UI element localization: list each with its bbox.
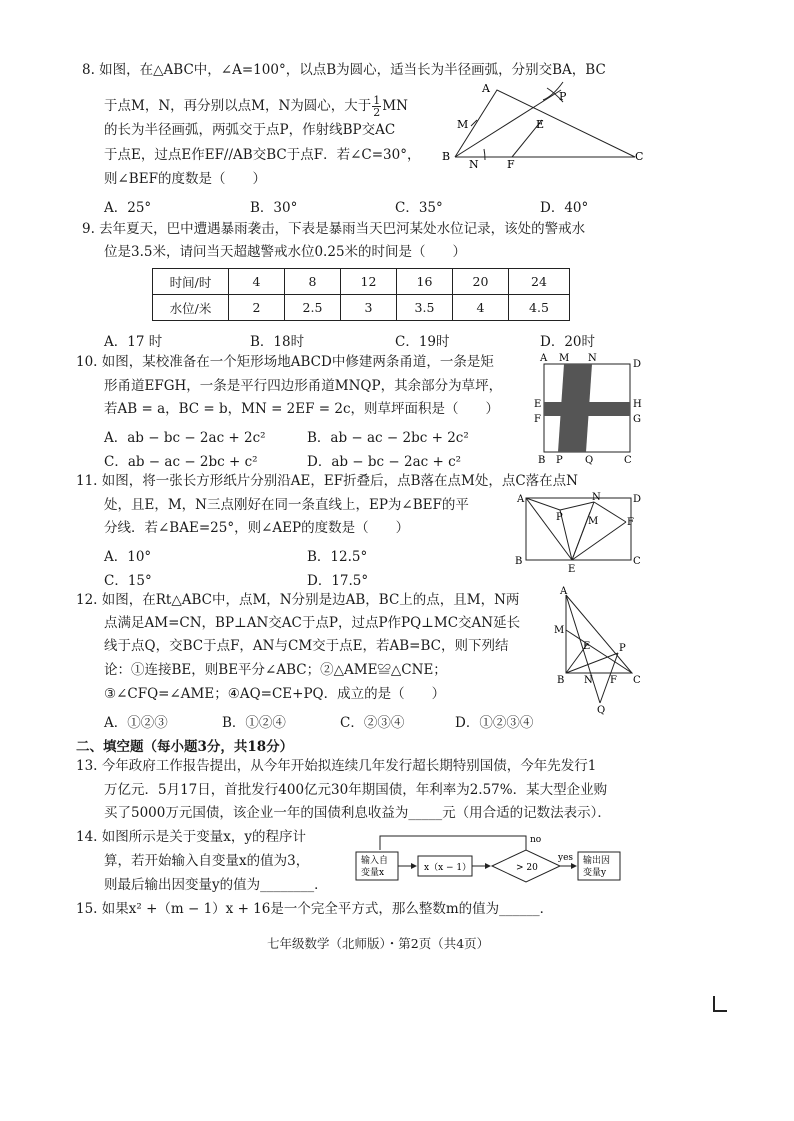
q14-line3: 则最后输出因变量y的值为________． — [104, 877, 328, 893]
q8-option-d[interactable]: D．40° — [540, 200, 589, 216]
q9-water-table — [152, 268, 570, 321]
q9-option-a[interactable]: A．17 时 — [104, 334, 163, 350]
q12-label-b: B — [557, 675, 565, 686]
table-cell: 2.5 — [285, 295, 341, 321]
q9-option-b[interactable]: B．18时 — [250, 334, 305, 350]
table-cell: 2 — [229, 295, 285, 321]
q10-label-p: P — [556, 455, 563, 466]
table-cell: 16 — [397, 269, 453, 295]
q11-label-d: D — [633, 494, 642, 505]
q11-label-a: A — [517, 494, 525, 505]
q8-triangle-figure — [435, 80, 650, 170]
q12-label-a: A — [560, 586, 568, 597]
q12-line2: 点满足AM=CN，BP⊥AN交AC于点P，过点P作PQ⊥MC交AN延长 — [104, 615, 521, 631]
q9-option-c[interactable]: C．19时 — [395, 334, 450, 350]
flow-operation-text: x（x − 1） — [424, 863, 472, 873]
table-cell: 12 — [341, 269, 397, 295]
q8-label-e: E — [536, 118, 545, 131]
q8-line4: 于点E，过点E作EF//AB交BC于点F．若∠C=30°， — [104, 147, 421, 163]
q12-label-f: F — [610, 675, 617, 686]
table-cell: 20 — [453, 269, 509, 295]
q12-label-e: E — [583, 641, 591, 652]
q10-line1: 10. 如图，某校准备在一个矩形场地ABCD中修建两条甬道，一条是矩 — [76, 354, 494, 370]
q10-option-a[interactable]: A．ab − bc − 2ac + 2c² — [104, 430, 266, 446]
q8-line2 — [104, 95, 408, 118]
q10-label-h: H — [633, 399, 642, 410]
q10-label-g: G — [633, 414, 641, 425]
q12-option-a[interactable]: A．①②③ — [104, 715, 168, 731]
q11-label-f: F — [627, 517, 634, 528]
q10-label-f: F — [534, 414, 541, 425]
q10-label-a: A — [540, 353, 548, 364]
flow-input-text-1: 输入自 — [361, 856, 389, 866]
q11-label-c: C — [633, 556, 641, 567]
flow-input-text-2: 变量x — [361, 868, 385, 878]
q13-line2: 万亿元．5月17日，首批发行400亿元30年期国债，年利率为2.57%．某大型企业购 — [104, 782, 608, 798]
q8-option-b[interactable]: B．30° — [250, 200, 298, 216]
q13-line3: 买了5000万元国债，该企业一年的国债利息收益为_____元（用合适的记数法表示）． — [104, 805, 611, 821]
table-cell: 4.5 — [509, 295, 570, 321]
q8-line5: 则∠BEF的度数是（ ） — [104, 171, 266, 187]
section-2-heading: 二、填空题（每小题3分，共18分） — [76, 739, 294, 755]
q10-line3: 若AB = a，BC = b，MN = 2EF = 2c，则草坪面积是（ ） — [104, 401, 500, 417]
table-row — [153, 269, 570, 295]
q10-option-c[interactable]: C．ab − ac − 2bc + c² — [104, 454, 258, 470]
q12-option-d[interactable]: D．①②③④ — [455, 715, 534, 731]
q8-line3: 的长为半径画弧，两弧交于点P，作射线BP交AC — [104, 122, 396, 138]
q10-label-b: B — [538, 455, 546, 466]
q8-label-a: A — [482, 82, 490, 95]
q14-line2: 算，若开始输入自变量x的值为3， — [104, 853, 310, 869]
q12-triangle-figure — [548, 585, 648, 715]
q11-label-n: N — [592, 492, 601, 503]
q11-label-b: B — [515, 556, 523, 567]
q12-option-b[interactable]: B．①②④ — [222, 715, 286, 731]
q15-line1: 15. 如果x² +（m − 1）x + 16是一个完全平方式，那么整数m的值为______． — [76, 901, 554, 917]
q8-label-c: C — [635, 150, 644, 163]
q8-label-b: B — [442, 150, 451, 163]
q12-line5: ③∠CFQ=∠AME；④AQ=CE+PQ．成立的是（ ） — [104, 686, 446, 702]
q11-label-m: M — [588, 516, 599, 527]
flow-no-label: no — [530, 835, 542, 845]
q8-label-m: M — [457, 118, 469, 131]
q12-option-c[interactable]: C．②③④ — [340, 715, 405, 731]
q10-label-n: N — [588, 353, 597, 364]
q8-label-p: P — [559, 90, 567, 103]
q8-line1: 8. 如图，在△ABC中，∠A=100°，以点B为圆心，适当长为半径画弧，分别交BA，BC — [82, 62, 606, 78]
table-cell: 4 — [453, 295, 509, 321]
q11-line1: 11. 如图，将一张长方形纸片分别沿AE，EF折叠后，点B落在点M处，点C落在点N — [76, 473, 578, 489]
q11-label-e: E — [568, 564, 576, 575]
q8-line2-mn: MN — [382, 98, 408, 114]
q11-option-d[interactable]: D．17.5° — [307, 573, 369, 589]
table-cell: 3.5 — [397, 295, 453, 321]
q11-option-c[interactable]: C．15° — [104, 573, 152, 589]
q12-label-q: Q — [597, 705, 606, 715]
scan-mark — [713, 1010, 727, 1012]
q12-line1: 12. 如图，在Rt△ABC中，点M，N分别是边AB，BC上的点，且M，N两 — [76, 592, 520, 608]
q12-line4: 论：①连接BE，则BE平分∠ABC；②△AME≌△CNE； — [104, 662, 447, 678]
q10-label-q: Q — [585, 455, 594, 466]
q11-label-p: P — [556, 512, 563, 523]
q10-line2: 形甬道EFGH，一条是平行四边形甬道MNQP，其余部分为草坪， — [104, 378, 503, 394]
q13-line1: 13. 今年政府工作报告提出，从今年开始拟连续几年发行超长期特别国债，今年先发行1 — [76, 758, 597, 774]
q9-line2: 位是3.5米，请问当天超越警戒水位0.25米的时间是（ ） — [104, 244, 467, 260]
q11-option-a[interactable]: A．10° — [104, 549, 152, 565]
q10-label-d: D — [633, 359, 642, 370]
flow-condition-text: > 20 — [516, 863, 538, 873]
q14-flowchart — [350, 830, 640, 895]
q8-line2-text: 于点M，N，再分别以点M，N为圆心，大于 — [104, 98, 372, 114]
q8-option-a[interactable]: A．25° — [104, 200, 152, 216]
q9-line1: 9. 去年夏天，巴中遭遇暴雨袭击，下表是暴雨当天巴河某处水位记录，该处的警戒水 — [82, 221, 586, 237]
q12-line3: 线于点Q，交BC于点F，AN与CM交于点E，若AB=BC，则下列结 — [104, 638, 509, 654]
q10-label-e: E — [534, 399, 542, 410]
flow-output-text-1: 输出因 — [583, 856, 611, 866]
q8-label-n: N — [469, 158, 479, 170]
q10-option-d[interactable]: D．ab − bc − 2ac + c² — [307, 454, 462, 470]
q10-option-b[interactable]: B．ab − ac − 2bc + 2c² — [307, 430, 469, 446]
q11-line3: 分线．若∠BAE=25°，则∠AEP的度数是（ ） — [104, 520, 410, 536]
table-header-cell: 水位/米 — [153, 295, 229, 321]
q11-option-b[interactable]: B．12.5° — [307, 549, 368, 565]
q12-label-m: M — [554, 625, 565, 636]
flow-output-text-2: 变量y — [583, 868, 607, 878]
table-cell: 24 — [509, 269, 570, 295]
table-row — [153, 295, 570, 321]
q12-label-n: N — [584, 675, 593, 686]
q8-fraction: $\frac{1}{2}$ — [373, 94, 381, 119]
q8-option-c[interactable]: C．35° — [395, 200, 443, 216]
page-footer: 七年级数学（北师版）・第2页（共4页） — [267, 936, 490, 951]
q10-label-c: C — [624, 455, 632, 466]
q12-label-c: C — [633, 675, 641, 686]
flow-yes-label: yes — [558, 853, 574, 863]
table-cell: 3 — [341, 295, 397, 321]
q11-line2: 处，且E，M，N三点刚好在同一条直线上，EP为∠BEF的平 — [104, 497, 469, 513]
q10-rectangle-figure — [530, 350, 650, 468]
table-cell: 8 — [285, 269, 341, 295]
q10-label-m: M — [559, 353, 570, 364]
table-cell: 4 — [229, 269, 285, 295]
q9-option-d[interactable]: D．20时 — [540, 334, 596, 350]
q11-folding-figure — [512, 490, 647, 575]
table-header-cell: 时间/时 — [153, 269, 229, 295]
q12-label-p: P — [619, 643, 626, 654]
q14-line1: 14. 如图所示是关于变量x，y的程序计 — [76, 829, 307, 845]
q8-label-f: F — [507, 158, 515, 170]
